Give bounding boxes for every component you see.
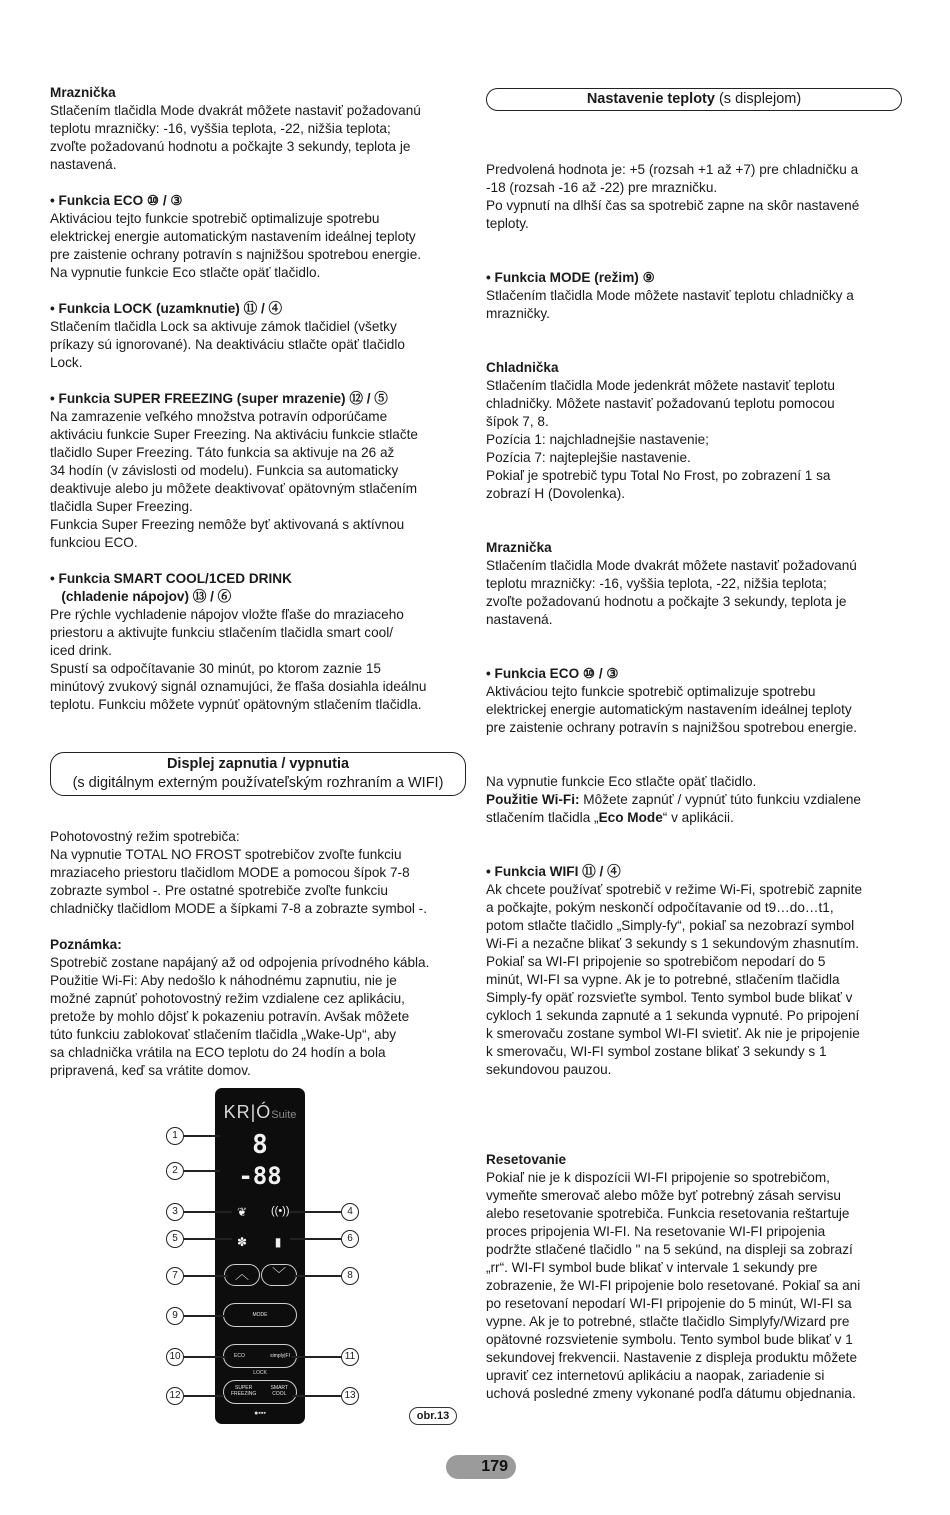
text-line: priestoru a aktivujte funkciu stlačením tlačidla smart cool/ (50, 625, 394, 640)
fridge-temp-display: 8 (252, 1130, 268, 1160)
figure-label: obr.13 (409, 1407, 457, 1425)
cool-label: COOL (272, 1391, 287, 1397)
text-line: Aktiváciou tejto funkcie spotrebič optimalizuje spotrebu (486, 684, 816, 699)
text-line: zobrazenie, že WI-FI pripojenie bolo resetované. Pokiaľ sa ani (486, 1278, 861, 1293)
section-heading: • Funkcia LOCK (uzamknutie) ⑪ / ④ (50, 301, 283, 316)
text-line: Spotrebič zostane napájaný až od odpojenia prívodného kábla. (50, 955, 430, 970)
wifi-section (486, 863, 902, 1079)
mode-button[interactable]: MODE (223, 1303, 297, 1327)
text-line: teploty. (486, 216, 529, 231)
note-section (50, 936, 466, 1080)
note-heading: Poznámka: (50, 937, 122, 952)
section-heading: • Funkcia ECO ⑩ / ③ (50, 193, 183, 208)
text-line: sa chladnička vrátila na ECO teplotu do 24 hodín a bola (50, 1045, 386, 1060)
callout-leader-line (184, 1135, 220, 1137)
text-line: Pokiaľ nie je k dispozícii WI-FI pripojenie so spotrebičom, (486, 1170, 830, 1185)
text-line: Pokiaľ je spotrebič typu Total No Frost, po zobrazení 1 sa (486, 468, 831, 483)
text-line: proces pripojenia WI-FI. Na resetovanie WI-FI pripojenia (486, 1224, 826, 1239)
callout-leader-line (294, 1275, 341, 1277)
freezing-label: FREEZING (231, 1391, 257, 1397)
text-line: potom stlačte tlačidlo „Simply-fy“, pokiaľ sa nezobrazí symbol (486, 918, 855, 933)
right-freezer-section (486, 539, 902, 629)
page-number: 179 (446, 1455, 516, 1479)
default-values-section (486, 161, 902, 233)
callout-leader-line (184, 1211, 232, 1213)
text-line: po resetovaní nepodarí WI-FI pripojenie do 5 minút, WI-FI sa (486, 1296, 852, 1311)
text-line: sekundovej frekvencii. Nastavenie z displeja produktu môžete (486, 1350, 858, 1365)
text-line: Pokiaľ sa WI-FI pripojenie so spotrebičom nepodarí do 5 (486, 954, 826, 969)
text-line: k smerovaču, WI-FI symbol zostane blikať 3 sekundy s 1 (486, 1044, 827, 1059)
left-column (50, 84, 466, 1098)
display-onoff-box (50, 752, 466, 796)
callout-leader-line (184, 1395, 224, 1397)
super-freezing-button[interactable] (231, 1385, 256, 1397)
callout-7: 7 (166, 1267, 184, 1285)
text-line: a počkajte, pokým neskončí odpočítavanie od t9…do…t1, (486, 900, 834, 915)
fridge-section (486, 359, 902, 503)
callout-leader-line (184, 1170, 220, 1172)
section-heading-continued: (chladenie nápojov) ⑬ / ⑥ (50, 589, 232, 604)
text-line: Na vypnutie funkcie Eco stlačte opäť tlačidlo. (50, 265, 321, 280)
right-eco-section (486, 665, 902, 737)
callout-3: 3 (166, 1203, 184, 1221)
callout-6: 6 (341, 1230, 359, 1248)
text-line: aktiváciu funkcie Super Freezing. Na aktiváciu funkcie stlačte (50, 427, 418, 442)
text-line: funkciou ECO. (50, 535, 138, 550)
text-line: chladničky tlačidlom MODE a šípkami 7-8 a zobrazte symbol -. (50, 901, 427, 916)
text-line: teplotu. Funkciu môžete vypnúť opätovným stlačením tlačidla. (50, 697, 422, 712)
text-line: elektrickej energie automatickým nastavením ideálnej teploty (50, 229, 416, 244)
text-line: zvoľte požadovanú hodnotu a počkajte 3 sekundy, teplota je (486, 594, 847, 609)
text-fragment: stlačením tlačidla „ (486, 810, 599, 825)
section-heading: Chladnička (486, 360, 559, 375)
callout-2: 2 (166, 1162, 184, 1180)
text-line: -18 (rozsah -16 až -22) pre mrazničku. (486, 180, 718, 195)
freezer-temp-display: -88 (238, 1162, 282, 1190)
text-line: Pohotovostný režim spotrebiča: (50, 829, 240, 844)
text-line: príkazy sú ignorované). Na deaktiváciu stlačte opäť tlačidlo (50, 337, 405, 352)
text-line: k smerovaču zostane symbol WI-FI svietiť. Ak nie je pripojenie (486, 1026, 860, 1041)
eco-mode-label: Eco Mode (598, 810, 663, 825)
callout-4: 4 (341, 1203, 359, 1221)
text-line: vypne. Ak je to potrebné, stlačte tlačidlo Simplyfy/Wizard pre (486, 1314, 850, 1329)
eco-simplyfi-button-group (223, 1344, 297, 1368)
box-subtitle: (s digitálnym externým používateľským rozhraním a WIFI) (72, 775, 444, 791)
text-line: 34 hodín (v závislosti od modelu). Funkcia sa automaticky (50, 463, 399, 478)
text-line: Stlačením tlačidla Mode jedenkrát môžete nastaviť teplotu (486, 378, 835, 393)
callout-13: 13 (341, 1387, 359, 1405)
text-line: Predvolená hodnota je: +5 (rozsah +1 až +7) pre chladničku a (486, 162, 859, 177)
text-line: Stlačením tlačidla Mode dvakrát môžete nastaviť požadovanú (50, 103, 421, 118)
section-heading: • Funkcia WIFI ⑪ / ④ (486, 864, 621, 879)
callout-leader-line (184, 1315, 224, 1317)
lock-label: LOCK (253, 1370, 267, 1376)
arrow-down-button[interactable]: ﹀ (261, 1264, 297, 1286)
smart-label: SMART (270, 1385, 288, 1391)
section-heading: • Funkcia MODE (režim) ⑨ (486, 270, 655, 285)
wifi-icon: ((•)) (271, 1205, 290, 1217)
eco-leaf-icon: ❦ (236, 1205, 248, 1219)
text-line: zobrazte symbol -. Pre ostatné spotrebiče zvoľte funkciu (50, 883, 388, 898)
standby-section (50, 828, 466, 918)
brand-logo (215, 1102, 305, 1123)
text-line: vymeňte smerovač alebo môže byť potrebný zásah servisu (486, 1188, 841, 1203)
text-line: teplotu mrazničky: -16, vyššia teplota, -22, nižšia teplota; (50, 121, 391, 136)
callout-9: 9 (166, 1307, 184, 1325)
text-line: zvoľte požadovanú hodnotu a počkajte 3 sekundy, teplota je (50, 139, 411, 154)
callout-5: 5 (166, 1230, 184, 1248)
text-line: Pozícia 1: najchladnejšie nastavenie; (486, 432, 709, 447)
text-line: Použitie Wi-Fi: Aby nedošlo k náhodnému zapnutiu, nie je (50, 973, 397, 988)
section-heading: • Funkcia SUPER FREEZING (super mrazenie) ⑫ / ⑤ (50, 391, 388, 406)
control-panel-figure (158, 1085, 468, 1435)
text-line: Aktiváciou tejto funkcie spotrebič optimalizuje spotrebu (50, 211, 380, 226)
text-line: deaktivuje alebo ju môžete deaktivovať opätovným stlačením (50, 481, 418, 496)
brand-suffix: Suite (271, 1109, 297, 1121)
brand-text: KR|Ó (223, 1102, 272, 1122)
reset-section (486, 1151, 902, 1403)
left-lock-section (50, 300, 466, 372)
text-line: Lock. (50, 355, 83, 370)
section-heading: • Funkcia ECO ⑩ / ③ (486, 666, 619, 681)
text-line: šípok 7, 8. (486, 414, 549, 429)
super-label: SUPER (235, 1385, 253, 1391)
eco-off-section (486, 773, 902, 827)
text-line: mraziaceho priestoru tlačidlom MODE a pomocou šípok 7-8 (50, 865, 410, 880)
text-line: možné zapnúť pohotovostný režim vzdialene cez aplikáciu, (50, 991, 405, 1006)
text-line: minút, WI-FI sa vypne. Ak je to potrebné, stlačením tlačidla (486, 972, 840, 987)
callout-leader-line (184, 1275, 228, 1277)
mode-section (486, 269, 902, 323)
box-subtitle: (s displejom) (714, 91, 802, 107)
callout-leader-line (292, 1395, 341, 1397)
callout-11: 11 (341, 1348, 359, 1366)
text-line: mrazničky. (486, 306, 550, 321)
arrow-up-button[interactable]: ︿ (224, 1264, 260, 1286)
callout-leader-line (290, 1211, 341, 1213)
text-line: Stlačením tlačidla Lock sa aktivuje zámok tlačidiel (všetky (50, 319, 397, 334)
section-heading: Mraznička (486, 540, 552, 555)
text-line: Pre rýchle vychladenie nápojov vložte fľaše do mraziaceho (50, 607, 404, 622)
section-heading: • Funkcia SMART COOL/1CED DRINK (50, 571, 292, 586)
bottle-icon: ▮ (274, 1235, 282, 1249)
text-line: Na zamrazenie veľkého množstva potravín odporúčame (50, 409, 388, 424)
text-fragment: “ v aplikácii. (662, 810, 734, 825)
text-line: pripravená, keď sa vrátite domov. (50, 1063, 251, 1078)
super-smart-button-group (223, 1380, 297, 1404)
callout-1: 1 (166, 1127, 184, 1145)
smart-cool-button[interactable] (271, 1385, 288, 1397)
text-line (486, 809, 902, 827)
text-line: pretože by mohlo dôjsť k pokazeniu potravín. Avšak môžete (50, 1009, 410, 1024)
text-line: Po vypnutí na dlhší čas sa spotrebič zapne na skôr nastavené (486, 198, 860, 213)
text-line: tlačidlo Super Freezing. Táto funkcia sa aktivuje na 26 až (50, 445, 395, 460)
callout-12: 12 (166, 1387, 184, 1405)
wifi-usage-label: Použitie Wi-Fi: (486, 792, 580, 807)
left-freezer-section (50, 84, 466, 174)
text-line: Funkcia Super Freezing nemôže byť aktivovaná s aktívnou (50, 517, 405, 532)
snowflake-icon: ✽ (236, 1235, 248, 1249)
text-line: zobrazí H (Dovolenka). (486, 486, 626, 501)
callout-leader-line (290, 1238, 341, 1240)
text-line: teplotu mrazničky: -16, vyššia teplota, -22, nižšia teplota; (486, 576, 827, 591)
callout-8: 8 (341, 1267, 359, 1285)
right-column (486, 88, 902, 1421)
text-line: pre zaistenie ochrany potravín s najnižšou spotrebou energie. (50, 247, 422, 262)
eco-button[interactable]: ECO (234, 1353, 245, 1359)
text-line: Spustí sa odpočítavanie 30 minút, po ktorom zaznie 15 (50, 661, 381, 676)
text-line: túto funkciu zablokovať stlačením tlačidla „Wake-Up“, aby (50, 1027, 397, 1042)
callout-leader-line (184, 1356, 226, 1358)
callout-10: 10 (166, 1348, 184, 1366)
text-line: alebo resetovanie spotrebiča. Funkcia resetovania reštartuje (486, 1206, 850, 1221)
control-panel (215, 1088, 305, 1424)
text-line: Stlačením tlačidla Mode môžete nastaviť teplotu chladničky a (486, 288, 854, 303)
text-line: Ak chcete používať spotrebič v režime Wi-Fi, spotrebič zapnite (486, 882, 863, 897)
text-line: Na vypnutie TOTAL NO FROST spotrebičov zvoľte funkciu (50, 847, 402, 862)
text-line: iced drink. (50, 643, 112, 658)
text-line: chladničky. Môžete nastaviť požadovanú teplotu pomocou (486, 396, 835, 411)
box-title: Nastavenie teploty (586, 91, 715, 107)
text-line: minútový zvukový signál oznamujúci, že fľaša dosiahla ideálnu (50, 679, 427, 694)
text-line: Wi-Fi a nezačne blikať 3 sekundy s 1 sekundovým zhasnutím. (486, 936, 860, 951)
text-line: Na vypnutie funkcie Eco stlačte opäť tlačidlo. (486, 774, 757, 789)
text-line: nastavená. (50, 157, 117, 172)
left-superfreezing-section (50, 390, 466, 552)
wifi-usage-text: Môžete zapnúť / vypnúť túto funkciu vzdialene (579, 792, 861, 807)
text-line: opätovné rozsvietenie symbolu. Tento symbol bude blikať v 1 (486, 1332, 853, 1347)
text-line: elektrickej energie automatickým nastavením ideálnej teploty (486, 702, 852, 717)
box-title: Displej zapnutia / vypnutia (166, 756, 350, 772)
text-line: uchová posledné zmeny vykonané podľa dátumu objednania. (486, 1386, 856, 1401)
temperature-setting-box (486, 88, 902, 111)
left-eco-section (50, 192, 466, 282)
text-line: pre zaistenie ochrany potravín s najnižšou spotrebou energie. (486, 720, 858, 735)
section-heading: Resetovanie (486, 1152, 567, 1167)
text-line: Stlačením tlačidla Mode dvakrát môžete nastaviť požadovanú (486, 558, 857, 573)
callout-leader-line (292, 1356, 341, 1358)
text-line: Simply-fy opäť rozsvieťte symbol. Tento symbol bude blikať v (486, 990, 853, 1005)
text-line (486, 791, 902, 809)
simplyfi-button[interactable]: simply|FI (270, 1353, 290, 1359)
text-line: „rr“. WI-FI symbol bude blikať v intervale 1 sekundy pre (486, 1260, 818, 1275)
text-line: upraviť cez internetovú aplikáciu a naopak, zariadenie si (486, 1368, 825, 1383)
status-dots-icon: ●▪▪▪ (254, 1410, 266, 1417)
text-line: cykloch 1 sekunda zapnuté a 1 sekunda vypnuté. Po pripojení (486, 1008, 860, 1023)
text-line: Pozícia 7: najteplejšie nastavenie. (486, 450, 691, 465)
section-heading: Mraznička (50, 85, 116, 100)
text-line: nastavená. (486, 612, 553, 627)
text-line: sekundovou pauzou. (486, 1062, 612, 1077)
text-line: tlačidla Super Freezing. (50, 499, 193, 514)
left-smartcool-section (50, 570, 466, 714)
callout-leader-line (184, 1238, 232, 1240)
text-line: podržte stlačené tlačidlo " na 5 sekúnd, na displeji sa zobrazí (486, 1242, 853, 1257)
